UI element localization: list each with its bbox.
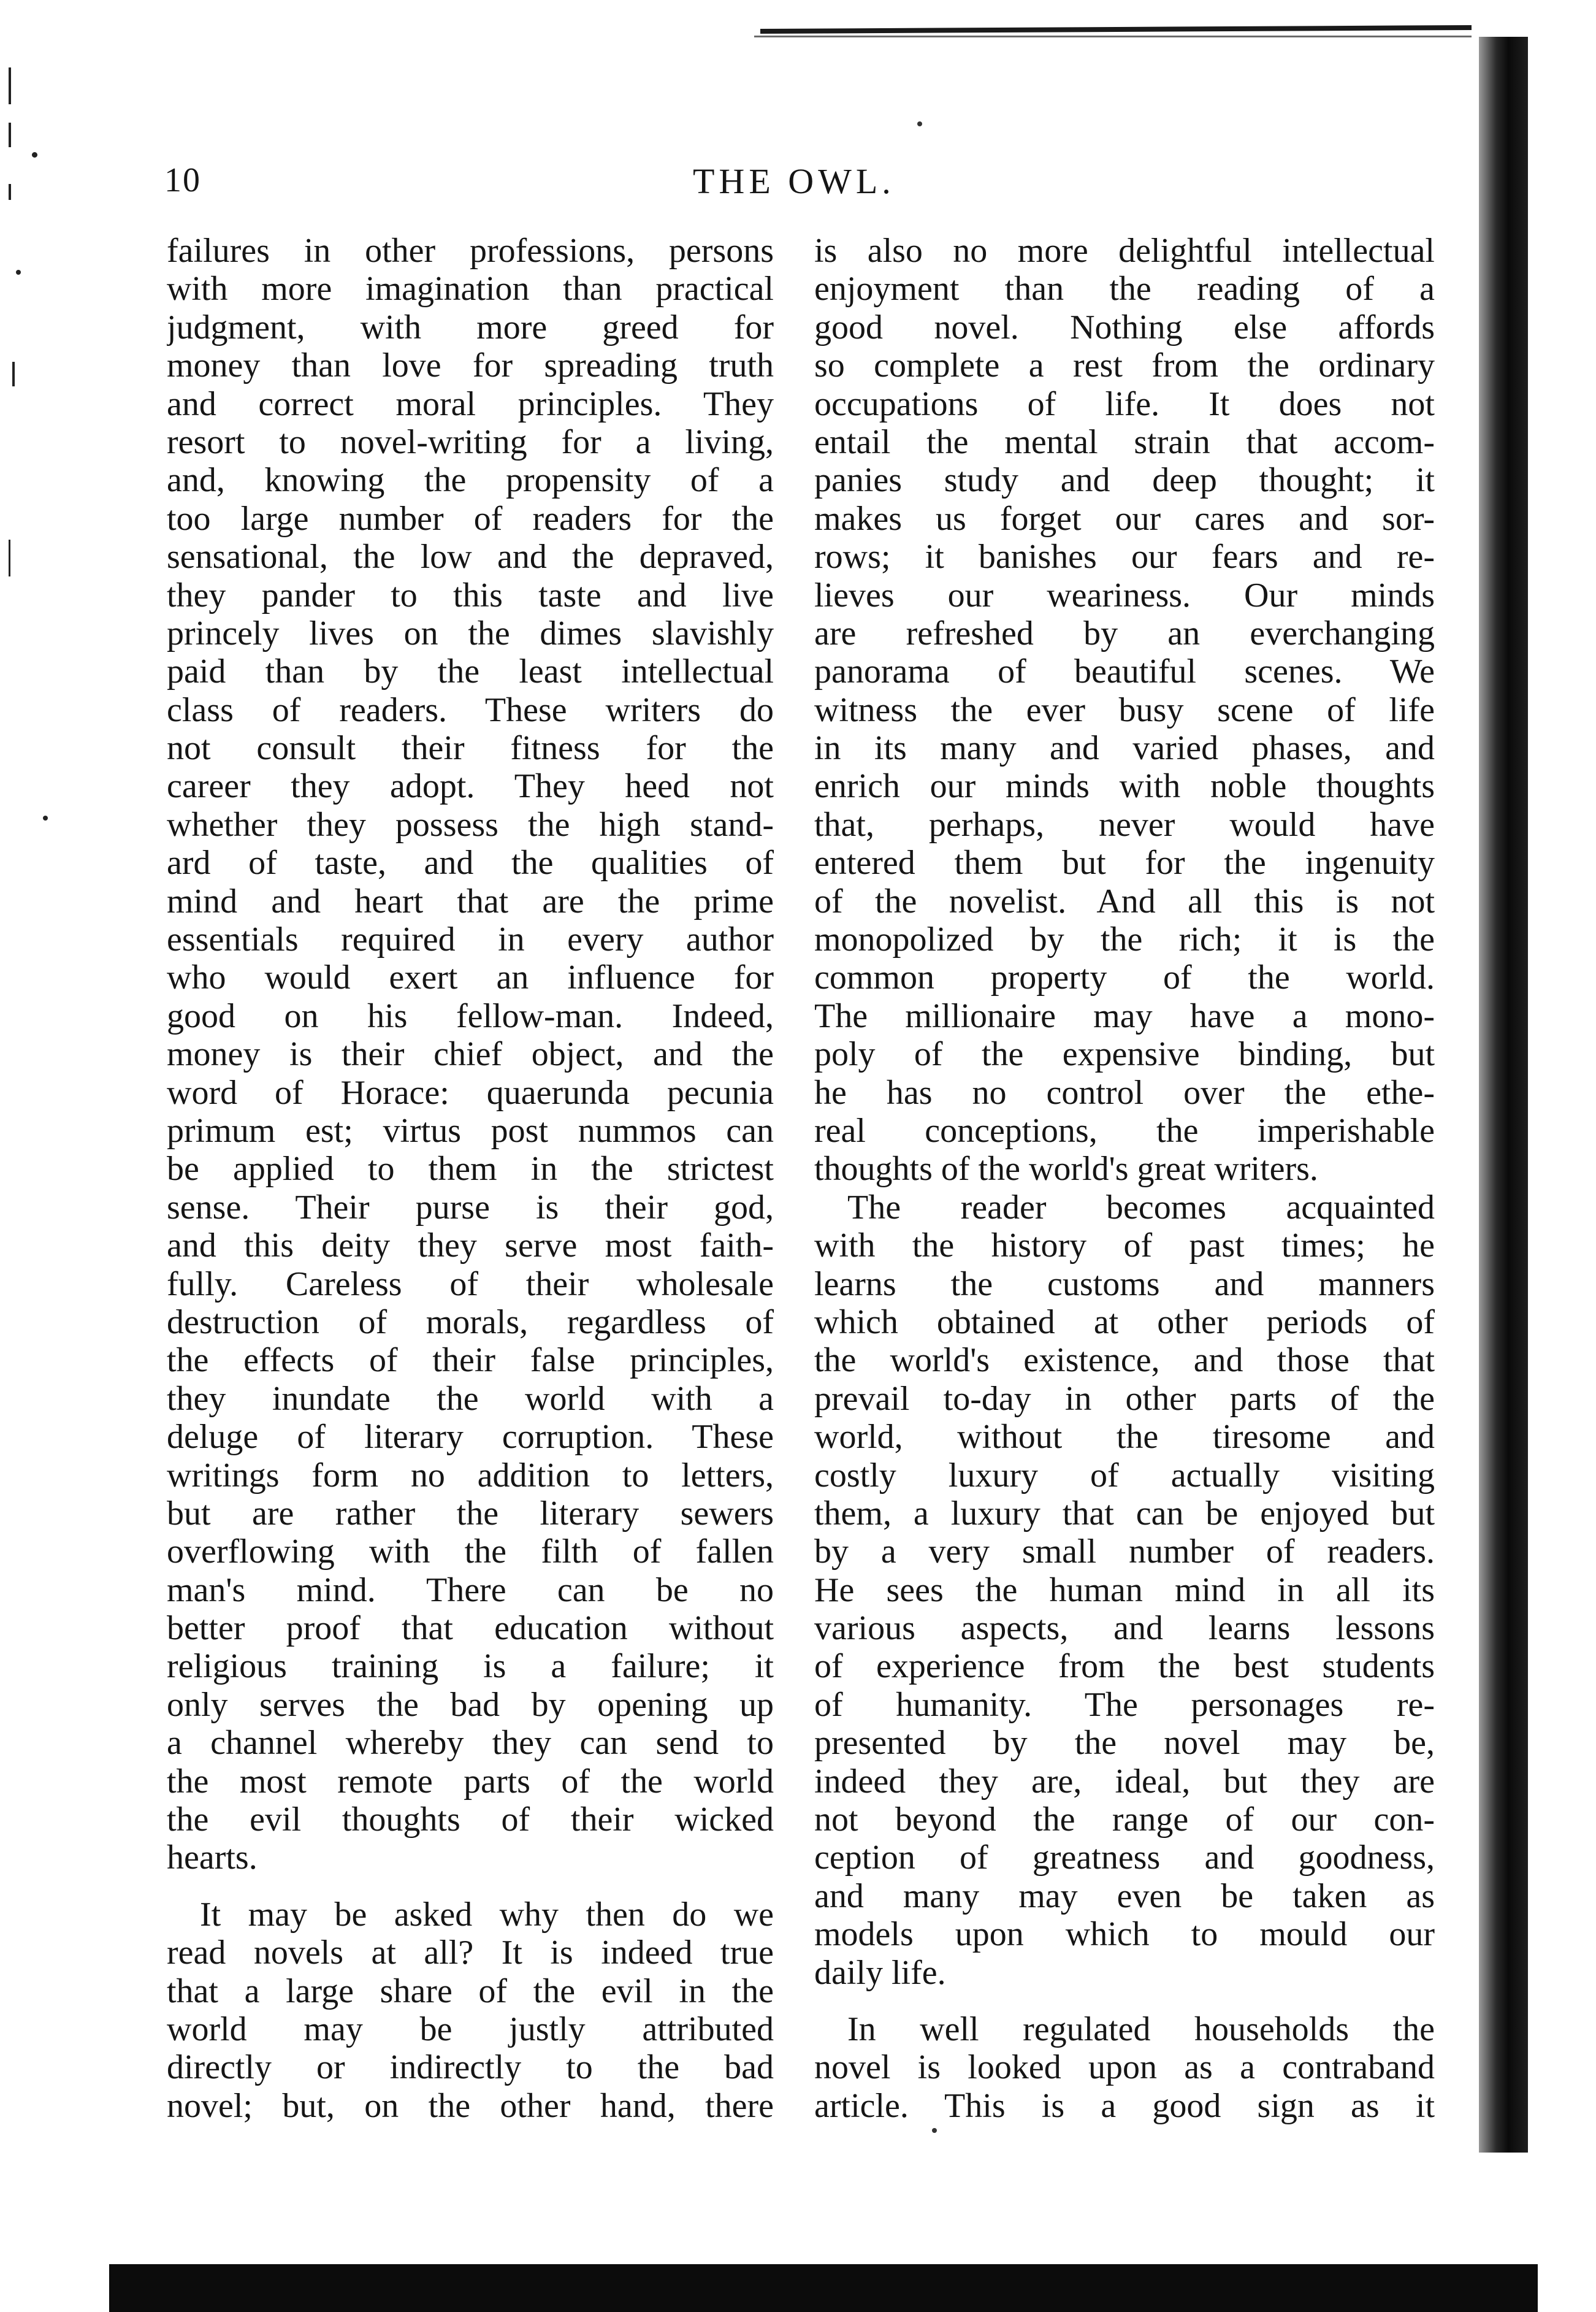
text-line: makes us forget our cares and sor-	[814, 499, 1435, 538]
text-line: whether they possess the high stand-	[167, 805, 774, 844]
text-line: enrich our minds with noble thoughts	[814, 767, 1435, 806]
right-scan-edge	[1479, 37, 1528, 2153]
text-line: and this deity they serve most faith-	[167, 1227, 774, 1265]
text-line: ception of greatness and goodness,	[814, 1839, 1435, 1877]
text-line: world may be justly attributed	[167, 2010, 774, 2048]
text-line: religious training is a failure; it	[167, 1647, 774, 1686]
text-line: poly of the expensive binding, but	[814, 1035, 1435, 1074]
text-line: but are rather the literary sewers	[167, 1494, 774, 1533]
text-line: he has no control over the ethe-	[814, 1073, 1435, 1112]
text-line: destruction of morals, regardless of	[167, 1303, 774, 1341]
text-line: daily life.	[814, 1953, 946, 1992]
text-line: not beyond the range of our con-	[814, 1801, 1435, 1839]
text-line: entail the mental strain that accom-	[814, 423, 1435, 461]
text-line: paid than by the least intellectual	[167, 653, 774, 691]
text-line: models upon which to mould our	[814, 1915, 1435, 1954]
text-line: resort to novel-writing for a living,	[167, 423, 774, 461]
text-line: too large number of readers for the	[167, 499, 774, 538]
text-line: and correct moral principles. They	[167, 385, 774, 423]
text-line: rows; it banishes our fears and re-	[814, 538, 1435, 576]
text-line: judgment, with more greed for	[167, 308, 774, 346]
bottom-scan-edge	[109, 2264, 1538, 2312]
text-line: are refreshed by an everchanging	[814, 614, 1435, 653]
text-line: so complete a rest from the ordinary	[814, 346, 1435, 385]
text-line: a channel whereby they can send to	[167, 1724, 774, 1763]
text-line: thoughts of the world's great writers.	[814, 1150, 1318, 1189]
speck-dot	[932, 2128, 937, 2133]
page-number: 10	[164, 161, 201, 199]
text-line: It may be asked why then do we	[200, 1895, 774, 1934]
text-line: the effects of their false principles,	[167, 1341, 774, 1380]
text-line: the most remote parts of the world	[167, 1762, 774, 1801]
text-line: of experience from the best students	[814, 1647, 1435, 1686]
text-line: panies study and deep thought; it	[814, 461, 1435, 500]
top-edge-thin-rule	[754, 36, 1472, 37]
text-line: career they adopt. They heed not	[167, 767, 774, 806]
text-line: mind and heart that are the prime	[167, 882, 774, 921]
text-line: sense. Their purse is their god,	[167, 1188, 774, 1227]
text-line: that a large share of the evil in the	[167, 1972, 774, 2010]
text-line: ard of taste, and the qualities of	[167, 844, 774, 882]
text-line: good on his fellow-man. Indeed,	[167, 997, 774, 1035]
left-margin-specks	[0, 0, 74, 859]
top-edge-rule	[760, 25, 1472, 34]
text-line: they inundate the world with a	[167, 1379, 774, 1418]
text-line: novel; but, on the other hand, there	[167, 2086, 774, 2125]
text-line: enjoyment than the reading of a	[814, 270, 1435, 308]
text-line: not consult their fitness for the	[167, 729, 774, 768]
text-line: of the novelist. And all this is not	[814, 882, 1435, 921]
text-line: panorama of beautiful scenes. We	[814, 653, 1435, 691]
text-line: monopolized by the rich; it is the	[814, 921, 1435, 959]
text-line: real conceptions, the imperishable	[814, 1111, 1435, 1150]
text-line: world, without the tiresome and	[814, 1418, 1435, 1456]
text-line: that, perhaps, never would have	[814, 805, 1435, 844]
text-line: the world's existence, and those that	[814, 1341, 1435, 1380]
text-line: of humanity. The personages re-	[814, 1685, 1435, 1724]
text-line: be applied to them in the strictest	[167, 1150, 774, 1189]
text-line: hearts.	[167, 1839, 258, 1877]
text-line: costly luxury of actually visiting	[814, 1456, 1435, 1495]
text-line: by a very small number of readers.	[814, 1533, 1435, 1571]
text-line: common property of the world.	[814, 959, 1435, 997]
text-line: princely lives on the dimes slavishly	[167, 614, 774, 653]
text-line: various aspects, and learns lessons	[814, 1609, 1435, 1648]
text-line: who would exert an influence for	[167, 959, 774, 997]
speck-dot	[917, 121, 922, 126]
text-line: the evil thoughts of their wicked	[167, 1801, 774, 1839]
text-line: learns the customs and manners	[814, 1265, 1435, 1303]
text-line: class of readers. These writers do	[167, 691, 774, 729]
text-line: entered them but for the ingenuity	[814, 844, 1435, 882]
text-line: prevail to-day in other parts of the	[814, 1379, 1435, 1418]
text-line: and, knowing the propensity of a	[167, 461, 774, 500]
text-line: is also no more delightful intellectual	[814, 232, 1435, 270]
text-line: failures in other professions, persons	[167, 232, 774, 270]
text-line: money than love for spreading truth	[167, 346, 774, 385]
right-column	[814, 232, 1435, 2125]
text-line: presented by the novel may be,	[814, 1724, 1435, 1763]
text-line: overflowing with the filth of fallen	[167, 1533, 774, 1571]
text-line: novel is looked upon as a contraband	[814, 2048, 1435, 2087]
text-line: deluge of literary corruption. These	[167, 1418, 774, 1456]
page-header	[0, 161, 1596, 210]
text-line: fully. Careless of their wholesale	[167, 1265, 774, 1303]
running-title: THE OWL.	[693, 161, 895, 201]
text-line: He sees the human mind in all its	[814, 1571, 1435, 1609]
text-line: man's mind. There can be no	[167, 1571, 774, 1609]
text-line: money is their chief object, and the	[167, 1035, 774, 1074]
text-line: read novels at all? It is indeed true	[167, 1934, 774, 1972]
text-line: which obtained at other periods of	[814, 1303, 1435, 1341]
text-line: sensational, the low and the depraved,	[167, 538, 774, 576]
text-line: in its many and varied phases, and	[814, 729, 1435, 768]
text-line: good novel. Nothing else affords	[814, 308, 1435, 346]
text-line: indeed they are, ideal, but they are	[814, 1762, 1435, 1801]
text-line: The millionaire may have a mono-	[814, 997, 1435, 1035]
text-line: primum est; virtus post nummos can	[167, 1111, 774, 1150]
text-line: In well regulated households the	[847, 2010, 1435, 2048]
left-column	[167, 232, 774, 2125]
text-line: occupations of life. It does not	[814, 385, 1435, 423]
text-line: essentials required in every author	[167, 921, 774, 959]
text-line: lieves our weariness. Our minds	[814, 576, 1435, 614]
text-line: word of Horace: quaerunda pecunia	[167, 1073, 774, 1112]
text-line: directly or indirectly to the bad	[167, 2048, 774, 2087]
text-line: better proof that education without	[167, 1609, 774, 1648]
text-line: with more imagination than practical	[167, 270, 774, 308]
text-line: writings form no addition to letters,	[167, 1456, 774, 1495]
text-line: only serves the bad by opening up	[167, 1685, 774, 1724]
text-line: article. This is a good sign as it	[814, 2086, 1435, 2125]
text-line: with the history of past times; he	[814, 1227, 1435, 1265]
text-line: The reader becomes acquainted	[847, 1188, 1435, 1227]
text-line: witness the ever busy scene of life	[814, 691, 1435, 729]
text-line: and many may even be taken as	[814, 1877, 1435, 1915]
text-line: them, a luxury that can be enjoyed but	[814, 1494, 1435, 1533]
text-line: they pander to this taste and live	[167, 576, 774, 614]
